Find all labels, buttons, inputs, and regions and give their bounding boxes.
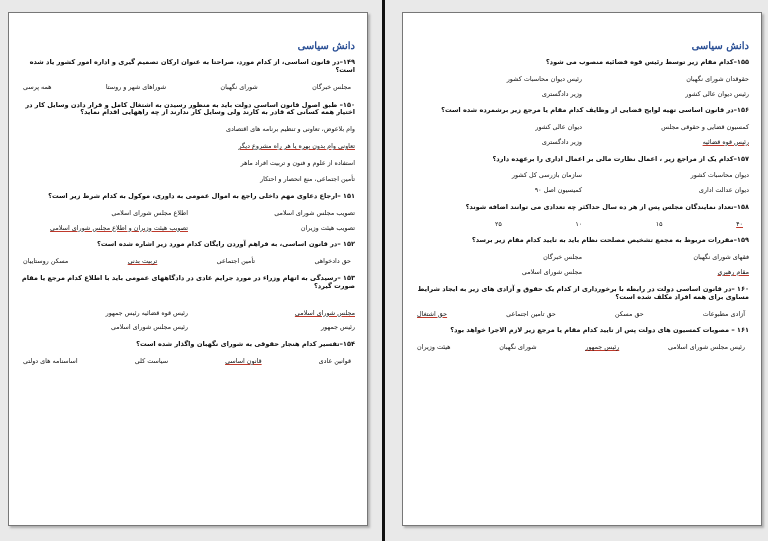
question-155: ۱۵۵–کدام مقام زیر توسط رئیس قوه قضائیه منصوب می شود؟	[545, 58, 749, 66]
option: مجلس شورای اسلامی	[521, 268, 582, 277]
option: ۱۰	[575, 219, 583, 228]
question-150: ۱۵۰– طبق اصول قانون اساسی دولت باید به منظور رسیدن به اشتغال کامل و قرار دادن وسایل کار در اختیار همه کسانی که قادر به کارند ولی وسایل کار ندارند از چه راههایی اقدام نماید؟	[25, 100, 355, 117]
question-161: ۱۶۱ – مصوبات کمسیون های دولت پس از تایید کدام مقام یا مرجع زیر لازم الاجرا خواهد بود؟	[450, 326, 749, 335]
option: ۲۵	[495, 219, 502, 228]
options-160	[415, 311, 749, 319]
option: مسکن روستاییان	[23, 257, 69, 266]
question-159: ۱۵۹–مقررات مربوط به مجمع تشخیص مصلحت نظام باید به تایید کدام مقام زیر برسد؟	[471, 236, 749, 245]
option-answer: مقام رهبری	[717, 268, 749, 277]
option-answer: تصویب هیئت وزیران و اطلاع مجلس شورای اسلامی	[50, 223, 188, 232]
option: دیوان عالی کشور	[535, 123, 582, 132]
options-155	[415, 76, 749, 98]
options-154	[21, 358, 355, 366]
option: حق دادخواهی	[314, 257, 351, 266]
option: شوراهای شهر و روستا	[105, 82, 167, 91]
option-answer: تربیت بدنی	[127, 257, 158, 266]
options-159	[415, 254, 749, 276]
question-158: ۱۵۸–تعداد نمایندگان مجلس پس از هر ده سال حداکثر چه تعدادی می توانند اضافه شوند؟	[465, 202, 749, 211]
option: سیاست کلی	[134, 357, 169, 366]
option: استفاده از علوم و فنون و تربیت افراد ماهر	[240, 158, 355, 167]
option: رئیس جمهور	[321, 323, 355, 332]
option: فقهای شورای نگهبان	[693, 253, 749, 262]
option: شورای نگهبان	[220, 82, 258, 91]
option: شورای نگهبان	[499, 343, 537, 352]
page-divider	[382, 0, 385, 541]
option-answer: ۴۰	[736, 219, 743, 228]
question-149: ۱۴۹–در قانون اساسی، از کدام مورد، صراحتا به عنوان ارکان تصمیم گیری و اداره امور کشور یاد شده است؟	[29, 58, 355, 74]
option: رئیس دیوان محاسبات کشور	[506, 74, 582, 83]
option: رئیس مجلس شورای اسلامی	[667, 343, 745, 352]
option-answer: حق اشتغال	[417, 309, 448, 318]
question-151: ۱۵۱ –ارجاع دعاوی مهم داخلی راجع به اموال عمومی به داوری، موکول به کدام شرط زیر است؟	[48, 192, 355, 201]
page-header: دانش سیاسی	[691, 41, 749, 52]
option-answer: قانون اساسی	[225, 357, 262, 366]
question-156: ۱۵۶–در قانون اساسی تهیه لوایح قضایی از وظایف کدام مقام یا مرجع زیر برشمرده شده است؟	[441, 106, 749, 115]
option-answer: مجلس شورای اسلامی	[294, 308, 355, 317]
option: ۱۵	[655, 219, 663, 228]
options-161	[415, 344, 749, 352]
option: تصویب هیئت وزیران	[300, 223, 355, 232]
option: اطلاع مجلس شورای اسلامی	[111, 208, 188, 217]
document-page-left	[8, 12, 368, 526]
option: اساسنامه های دولتی	[23, 357, 78, 366]
options-152	[21, 258, 355, 266]
option-answer: تعاونی وام بدون بهره یا هر راه مشروع دیگر	[238, 142, 355, 150]
question-153: ۱۵۳ –رسیدگی به اتهام وزراء در مورد جرایم عادی در دادگاههای عمومی باید با اطلاع کدام مرجع یا مقام صورت گیرد؟	[21, 273, 355, 290]
options-153	[21, 310, 355, 332]
options-157	[415, 172, 749, 194]
options-149	[21, 84, 355, 92]
question-152: ۱۵۲ –در قانون اساسی، به فراهم آوردن رایگان کدام مورد زیر اشاره شده است؟	[97, 240, 355, 249]
option: هیئت وزیران	[417, 343, 451, 352]
option: رئیس دیوان عالی کشور	[685, 89, 749, 98]
options-151	[21, 210, 355, 232]
question-160: ۱۶۰ –در قانون اساسی دولت در رابطه با برخورداری از کدام یک حقوق و آزادی های زیر به ایجاد شرایط مساوی برای همه افراد مکلف شده است؟	[417, 284, 749, 301]
option: حقوقدان شورای نگهبان	[686, 74, 749, 83]
option: تأمین اجتماعی	[216, 257, 256, 266]
option: کمیسیون اصل ۹۰	[534, 186, 582, 195]
option: رئیس قوه قضائیه رئیس جمهور	[105, 308, 188, 317]
document-page-right	[402, 12, 762, 526]
question-154: ۱۵۴–تفسیر کدام هنجار حقوقی به شورای نگهبان واگذار شده است؟	[136, 340, 355, 349]
options-158	[415, 221, 749, 229]
option: آزادی مطبوعات	[702, 309, 745, 318]
option: دیوان محاسبات کشور	[690, 171, 749, 180]
option: همه پرسی	[23, 82, 52, 91]
option: مجلس خبرگان	[543, 253, 582, 262]
option: وزیر دادگستری	[541, 137, 582, 146]
option: رئیس مجلس شورای اسلامی	[110, 323, 188, 332]
option: تصویب مجلس شورای اسلامی	[274, 208, 355, 217]
page-header: دانش سیاسی	[297, 41, 355, 52]
option: کمسیون قضایی و حقوقی مجلس	[661, 123, 749, 132]
option: وزیر دادگستری	[541, 89, 582, 98]
option-answer: رئیس جمهور	[585, 343, 620, 352]
options-156	[415, 124, 749, 146]
option: تأمین اجتماعی، منع انحصار و احتکار	[260, 175, 355, 184]
option: وام بلاعوض، تعاونی و تنظیم برنامه های اقتصادی	[225, 125, 355, 134]
option: مجلس خبرگان	[312, 82, 351, 91]
option: دیوان عدالت اداری	[698, 186, 749, 195]
option: حق مسکن	[614, 309, 644, 318]
question-157: ۱۵۷–کدام یک از مراجع زیر ، اعمال نظارت مالی بر اعمال اداری را برعهده دارد؟	[492, 154, 749, 163]
option: سازمان بازرسی کل کشور	[511, 171, 582, 180]
options-150	[21, 126, 355, 184]
option: حق تامین اجتماعی	[506, 309, 556, 318]
option: قوانین عادی	[318, 357, 351, 366]
option-answer: رئیس قوه قضائیه	[702, 137, 749, 146]
